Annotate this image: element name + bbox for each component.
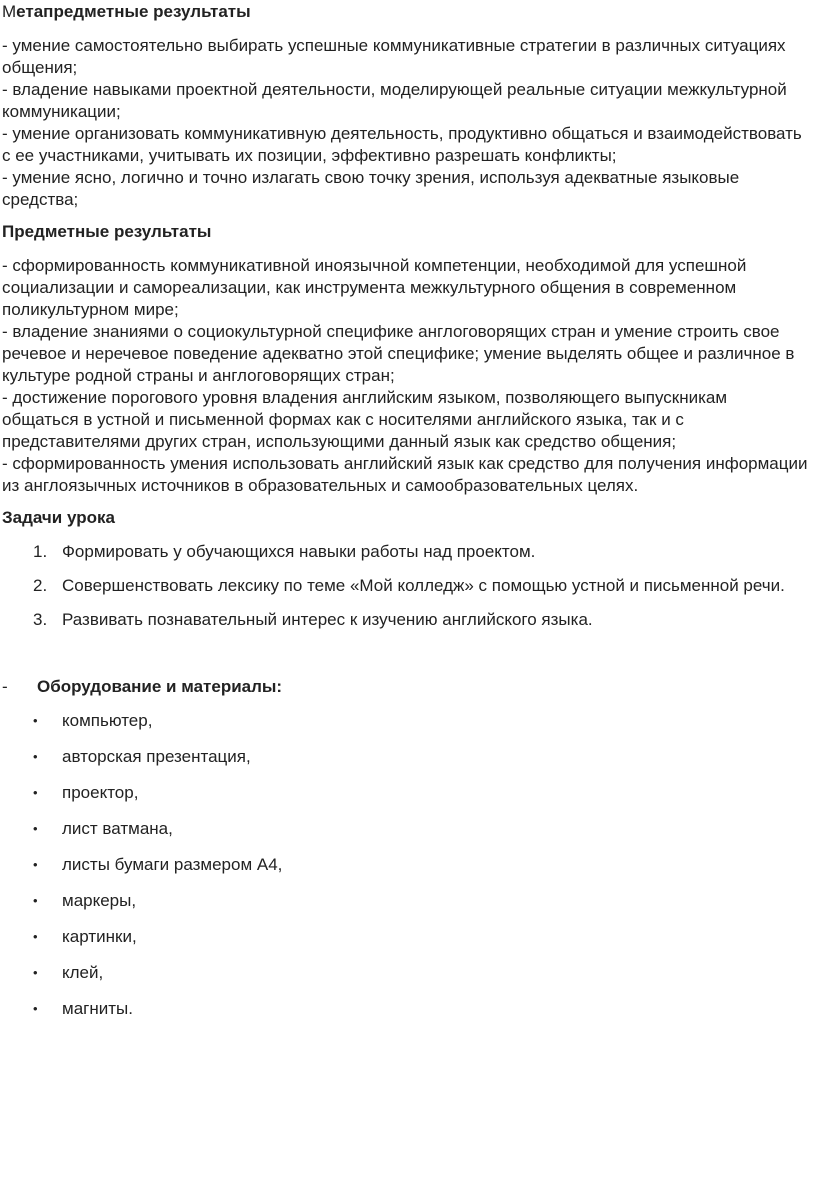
subject-results-heading: Предметные результаты [2, 222, 212, 241]
task-number: 1. [33, 542, 48, 561]
meta-result-item: - умение самостоятельно выбирать успешные коммуникативные стратегии в различных ситуациях общения; [2, 36, 786, 77]
subject-result-item: - сформированность умения использовать английский язык как средство для получения информации из англоязычных источников в образовательных и самообразовательных целях. [2, 454, 808, 495]
equipment-item: • проектор, [33, 783, 139, 802]
equipment-title: Оборудование и материалы: [37, 677, 283, 696]
bullet-icon: • [33, 821, 38, 836]
meta-result-item: - умение организовать коммуникативную деятельность, продуктивно общаться и взаимодействовать с ее участниками, учитывать их позиции, эффективно разрешать конфликты; [2, 124, 802, 165]
meta-result-item: - умение ясно, логично и точно излагать свою точку зрения, используя адекватные языковые средства; [2, 168, 740, 209]
subject-result-item: - достижение порогового уровня владения английским языком, позволяющего выпускникам общаться в устной и письменной формах как с носителями английского языка, так и с представителями других стран, использующими данный язык как средство общения; [2, 388, 728, 451]
task-item [2, 541, 808, 563]
task-text: Развивать познавательный интерес к изучению английского языка. [62, 610, 593, 629]
equipment-item: • компьютер, [33, 711, 153, 730]
equipment-item: • лист ватмана, [33, 819, 173, 838]
bullet-icon: • [33, 857, 38, 872]
lesson-tasks-heading: Задачи урока [2, 508, 115, 527]
bullet-icon: • [33, 1001, 38, 1016]
task-item [2, 609, 808, 631]
subject-result-item: - сформированность коммуникативной иноязычной компетенции, необходимой для успешной социализации и самореализации, как инструмента межкультурного общения в современном поликультурном мире; [2, 256, 747, 319]
task-text: Формировать у обучающихся навыки работы над проектом. [62, 542, 536, 561]
task-number: 2. [33, 576, 48, 595]
equipment-list [2, 710, 808, 1020]
lesson-tasks-list [2, 541, 808, 631]
bullet-icon: • [33, 893, 38, 908]
task-text: Совершенствовать лексику по теме «Мой колледж» с помощью устной и письменной речи. [62, 576, 785, 595]
equipment-heading [2, 676, 808, 698]
equipment-item: • магниты. [33, 999, 133, 1018]
bullet-icon: • [33, 713, 38, 728]
equipment-dash: - [2, 677, 8, 696]
bullet-icon: • [33, 929, 38, 944]
equipment-item: • картинки, [33, 927, 137, 946]
bullet-icon: • [33, 965, 38, 980]
task-item [2, 575, 808, 597]
equipment-item: • маркеры, [33, 891, 137, 910]
meta-result-item: - владение навыками проектной деятельности, моделирующей реальные ситуации межкультурной коммуникации; [2, 80, 787, 121]
equipment-item: • клей, [33, 963, 104, 982]
bullet-icon: • [33, 785, 38, 800]
equipment-item: • листы бумаги размером А4, [33, 855, 283, 874]
meta-results-heading: Метапредметные результаты [2, 2, 251, 21]
task-number: 3. [33, 610, 48, 629]
subject-result-item: - владение знаниями о социокультурной специфике англоговорящих стран и умение строить свое речевое и неречевое поведение адекватно этой специфике; умение выделять общее и различное в культуре родной страны и англоговорящих стран; [2, 322, 795, 385]
equipment-item: • авторская презентация, [33, 747, 251, 766]
bullet-icon: • [33, 749, 38, 764]
